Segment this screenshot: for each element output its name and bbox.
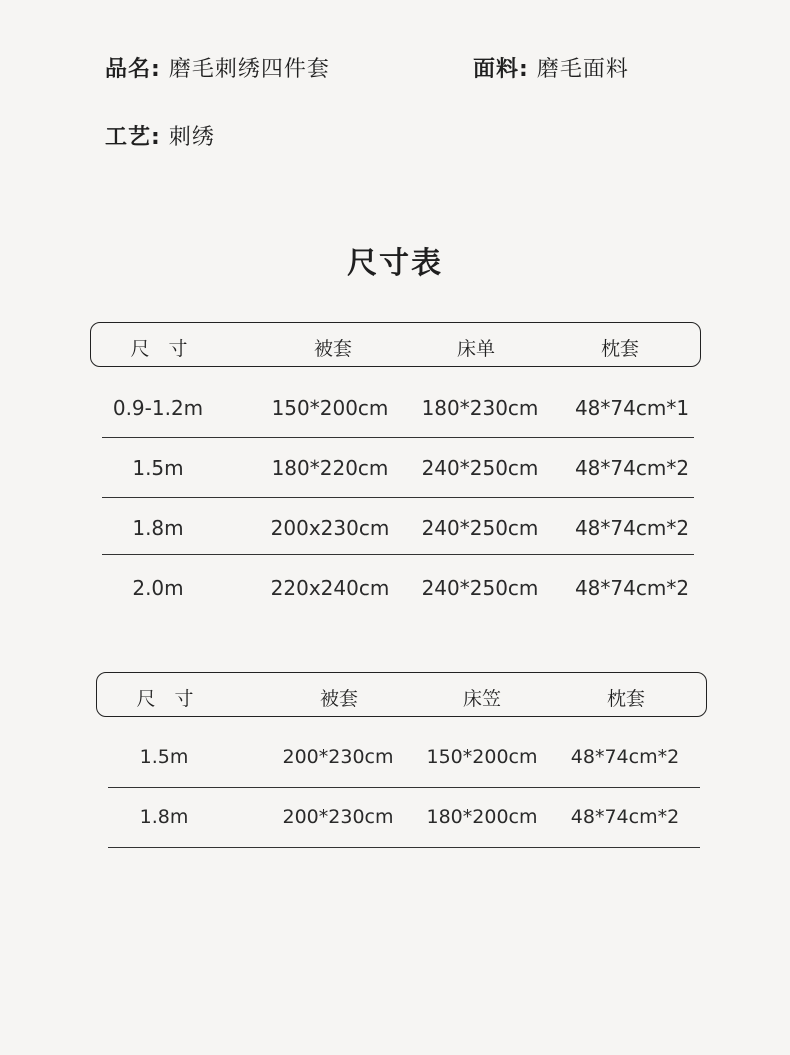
cell-fitted-sheet: 180*200cm: [426, 806, 538, 828]
product-craft-label: 工艺:: [105, 125, 161, 150]
header-bed-sheet: 床单: [456, 338, 496, 360]
cell-bed-sheet: 240*250cm: [421, 576, 539, 600]
cell-size: 1.5m: [132, 456, 184, 480]
header-pillowcase: 枕套: [606, 688, 646, 710]
size-table-fitted-sheet: [96, 672, 707, 852]
header-duvet-cover: 被套: [319, 688, 359, 710]
header-duvet-cover: 被套: [313, 338, 353, 360]
cell-duvet-cover: 200*230cm: [282, 806, 394, 828]
table-header: [90, 322, 701, 367]
cell-bed-sheet: 240*250cm: [421, 456, 539, 480]
cell-duvet-cover: 150*200cm: [271, 396, 389, 420]
product-fabric-label: 面料:: [473, 57, 529, 82]
table-header: [96, 672, 707, 717]
table-row: [96, 788, 707, 848]
product-name-label: 品名:: [105, 57, 161, 82]
cell-pillowcase: 48*74cm*2: [574, 516, 690, 540]
table-row: [90, 378, 701, 438]
cell-duvet-cover: 180*220cm: [271, 456, 389, 480]
cell-size: 1.8m: [139, 806, 189, 828]
table-row: [96, 728, 707, 788]
cell-pillowcase: 48*74cm*2: [574, 576, 690, 600]
header-fitted-sheet: 床笠: [462, 688, 502, 710]
cell-size: 0.9-1.2m: [112, 396, 204, 420]
table-row: [90, 558, 701, 618]
row-divider: [102, 554, 694, 555]
table-row: [90, 498, 701, 558]
cell-pillowcase: 48*74cm*2: [570, 746, 680, 768]
product-fabric-value: 磨毛面料: [536, 57, 629, 82]
cell-size: 2.0m: [132, 576, 184, 600]
cell-duvet-cover: 200*230cm: [282, 746, 394, 768]
row-divider: [108, 847, 700, 848]
table-row: [90, 438, 701, 498]
cell-pillowcase: 48*74cm*2: [574, 456, 690, 480]
product-craft-value: 刺绣: [168, 125, 215, 150]
header-size: 尺 寸: [136, 688, 194, 710]
cell-bed-sheet: 240*250cm: [421, 516, 539, 540]
size-table-four-piece: [90, 322, 701, 622]
header-size: 尺 寸: [130, 338, 188, 360]
cell-pillowcase: 48*74cm*2: [570, 806, 680, 828]
cell-pillowcase: 48*74cm*1: [574, 396, 690, 420]
product-craft: [105, 120, 215, 151]
product-fabric: [473, 52, 629, 83]
cell-duvet-cover: 200x230cm: [270, 516, 390, 540]
product-name-value: 磨毛刺绣四件套: [168, 57, 330, 82]
cell-fitted-sheet: 150*200cm: [426, 746, 538, 768]
cell-size: 1.8m: [132, 516, 184, 540]
cell-size: 1.5m: [139, 746, 189, 768]
product-name: [105, 52, 330, 83]
size-chart-title: 尺寸表: [347, 246, 443, 281]
cell-duvet-cover: 220x240cm: [270, 576, 390, 600]
cell-bed-sheet: 180*230cm: [421, 396, 539, 420]
header-pillowcase: 枕套: [600, 338, 640, 360]
